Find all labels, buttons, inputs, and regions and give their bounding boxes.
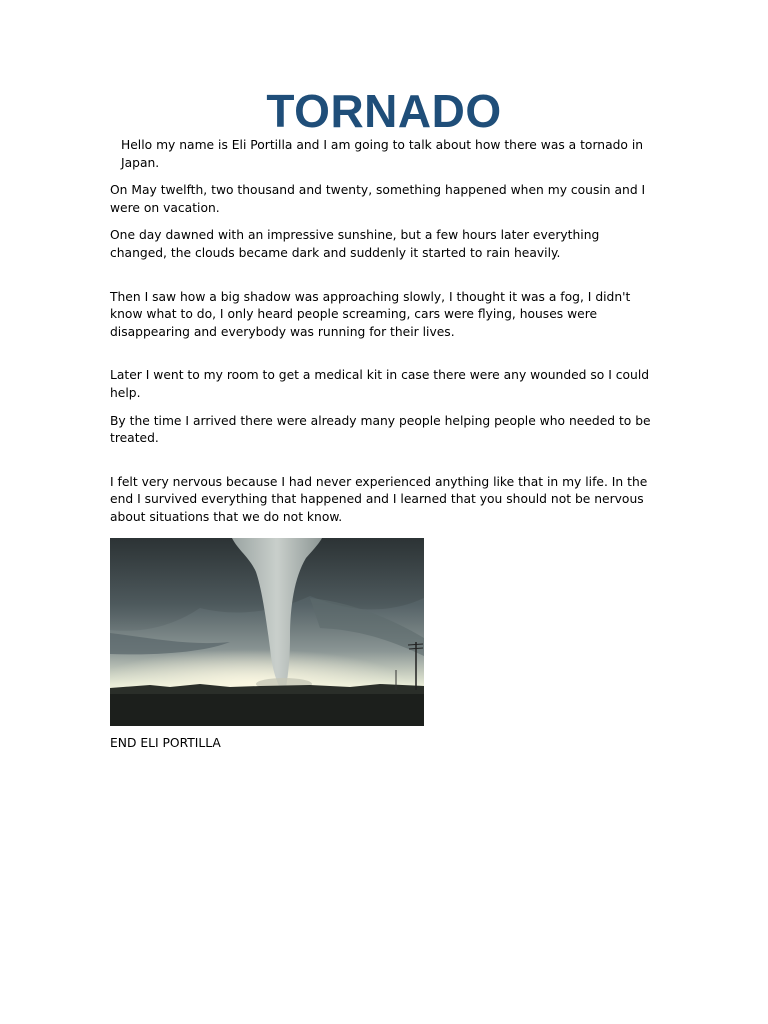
paragraph-medical-kit: Later I went to my room to get a medical kit in case there were any wounded so I could help. [110, 368, 650, 400]
paragraph-conclusion: I felt very nervous because I had never experienced anything like that in my life. In the end I survived everything that happened and I learned that you should not be nervous about situations that we do not know. [110, 474, 648, 524]
paragraph-weather: One day dawned with an impressive sunshine, but a few hours later everything changed, the clouds became dark and suddenly it started to rain heavily. [110, 228, 600, 260]
paragraph-date: On May twelfth, two thousand and twenty, something happened when my cousin and I were on vacation. [110, 183, 646, 215]
paragraph-intro: Hello my name is Eli Portilla and I am going to talk about how there was a tornado in Japan. [121, 138, 644, 170]
paragraph-shadow: Then I saw how a big shadow was approaching slowly, I thought it was a fog, I didn't know what to do, I only heard people screaming, cars were flying, houses were disappearing and everybody was running for their lives. [110, 289, 631, 339]
paragraph-helpers: By the time I arrived there were already many people helping people who needed to be treated. [110, 413, 651, 446]
document-body [110, 137, 655, 762]
tornado-photo [110, 538, 424, 726]
document-footer: END ELI PORTILLA [110, 735, 221, 750]
document-title: TORNADO [266, 85, 502, 137]
